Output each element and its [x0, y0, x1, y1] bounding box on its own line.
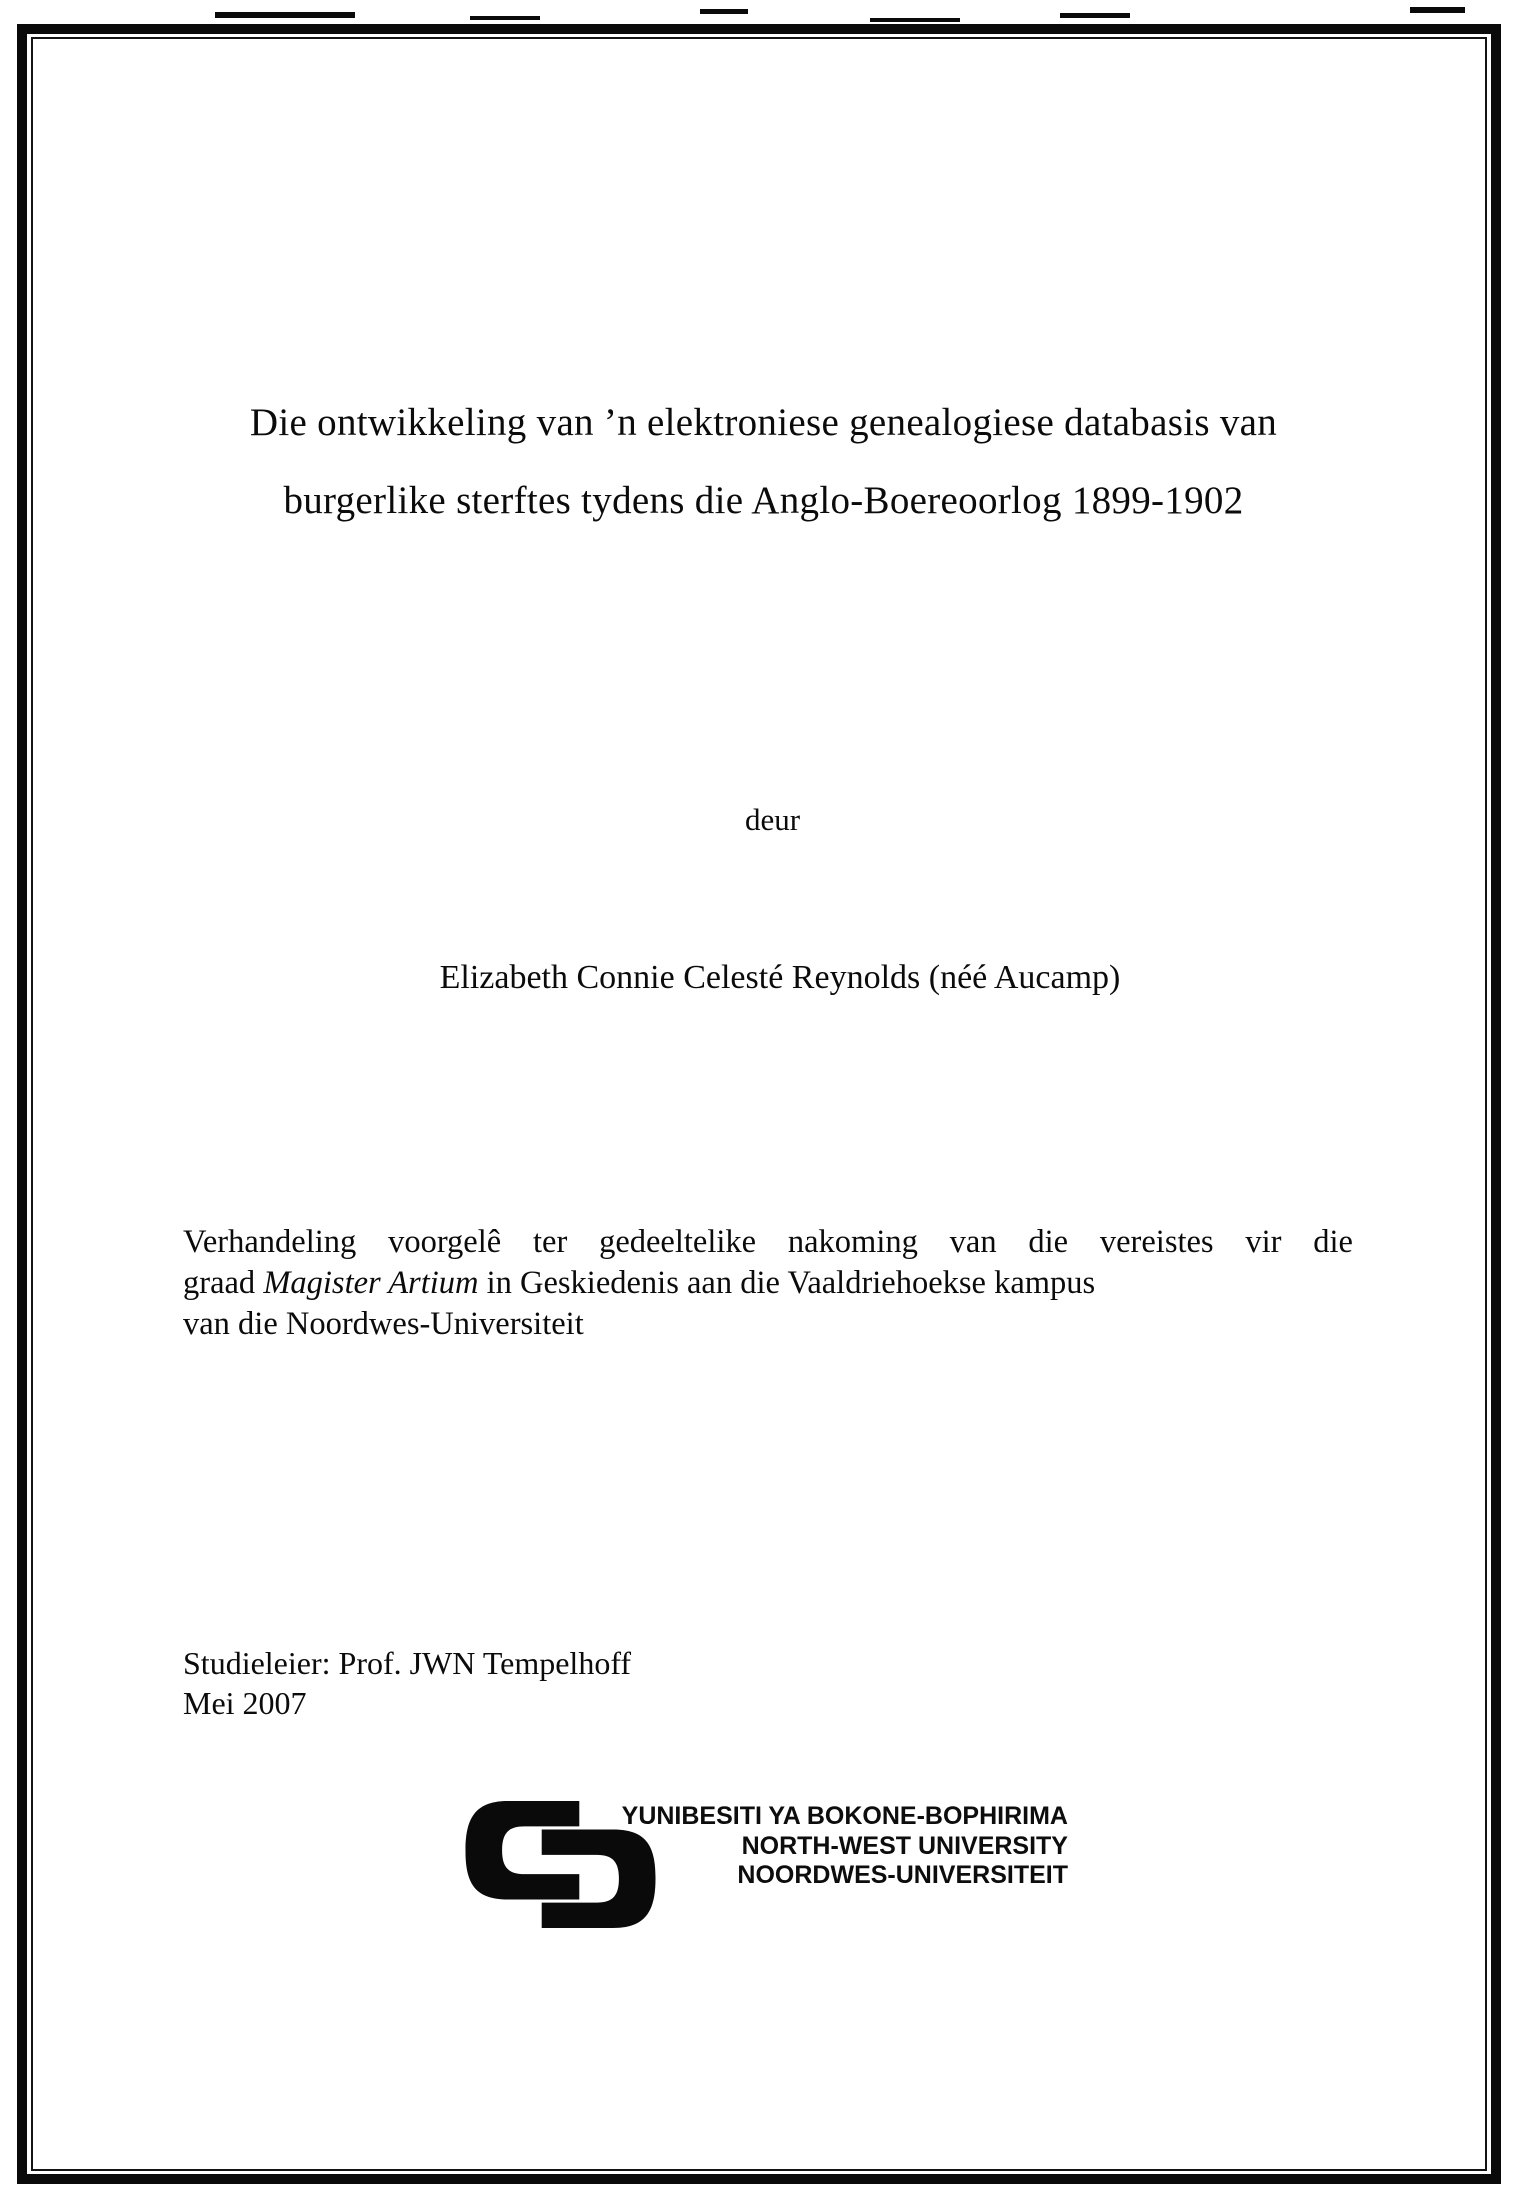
university-logo: [465, 1799, 1145, 1934]
statement-line2-pre: graad: [183, 1265, 264, 1301]
thesis-title-line1: Die ontwikkeling van ’n elektroniese genealogiese databasis van: [249, 401, 1278, 444]
date-line: Mei 2007: [183, 1685, 307, 1721]
thesis-statement: [183, 1222, 1353, 1345]
scan-artifact: [1060, 13, 1130, 18]
thesis-statement-line1: Verhandeling voorgelê ter gedeeltelike nakoming van die vereistes vir die: [183, 1224, 1353, 1260]
logo-text-afrikaans: NOORDWES-UNIVERSITEIT: [737, 1861, 1068, 1889]
supervisor-block: [183, 1643, 631, 1723]
thesis-title-line2: burgerlike sterftes tydens die Anglo-Boereoorlog 1899-1902: [283, 479, 1244, 522]
byline: deur: [744, 802, 801, 837]
statement-line2-post: in Geskiedenis aan die Vaaldriehoekse kampus: [478, 1265, 1096, 1301]
scan-artifact: [1410, 7, 1465, 13]
scan-artifact: [700, 9, 748, 14]
author-name: Elizabeth Connie Celesté Reynolds (néé Aucamp): [439, 959, 1121, 996]
thesis-statement-line2: [183, 1263, 1353, 1304]
university-logo-text: [593, 1802, 1068, 1891]
logo-text-english: NORTH-WEST UNIVERSITY: [741, 1831, 1068, 1860]
degree-name: Magister Artium: [263, 1265, 479, 1301]
scan-artifact: [470, 16, 540, 20]
scan-artifact: [215, 12, 355, 18]
thesis-statement-line3: van die Noordwes-Universiteit: [183, 1306, 584, 1342]
scan-artifact: [870, 18, 960, 22]
logo-text-setswana: YUNIBESITI YA BOKONE-BOPHIRIMA: [621, 1802, 1068, 1830]
thesis-title: [0, 384, 1527, 540]
supervisor-line: Studieleier: Prof. JWN Tempelhoff: [183, 1645, 632, 1681]
